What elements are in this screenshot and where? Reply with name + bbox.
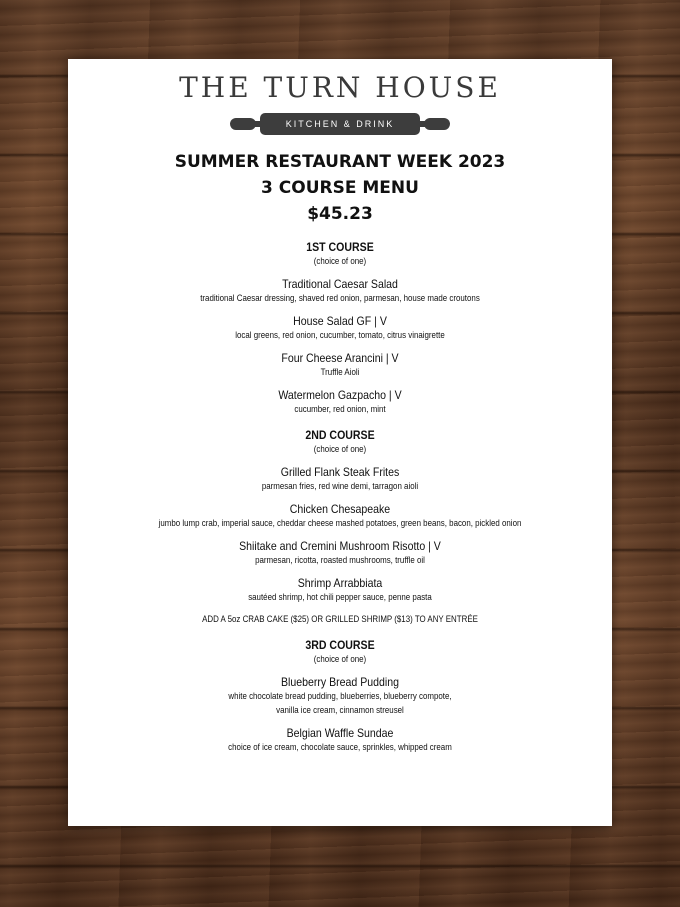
dish-name: Grilled Flank Steak Frites: [280, 465, 400, 479]
dish-name: House Salad GF | V: [293, 314, 387, 328]
dish-description: parmesan, ricotta, roasted mushrooms, truffle oil: [255, 555, 425, 565]
course-2-note: (choice of one): [313, 444, 367, 454]
dish-description: choice of ice cream, chocolate sauce, sprinkles, whipped cream: [228, 742, 452, 752]
dish-name: Belgian Waffle Sundae: [286, 726, 394, 740]
dish-description: traditional Caesar dressing, shaved red onion, parmesan, house made croutons: [200, 293, 480, 303]
dish-description: local greens, red onion, cucumber, tomato, citrus vinaigrette: [235, 330, 445, 340]
dish-name: Four Cheese Arancini | V: [281, 351, 399, 365]
menu-type: 3 COURSE MENU: [261, 178, 419, 198]
dish-item: [68, 276, 612, 304]
menu-price: $45.23: [307, 204, 373, 224]
dish-item: [68, 674, 612, 716]
dish-item: [68, 575, 612, 603]
dish-description: cucumber, red onion, mint: [294, 404, 386, 414]
course-2-title: 2ND COURSE: [305, 428, 375, 442]
dish-description: Truffle Aioli: [320, 367, 360, 377]
rolling-pin-logo: [230, 111, 450, 137]
event-title: SUMMER RESTAURANT WEEK 2023: [174, 152, 506, 172]
course-1-title: 1ST COURSE: [306, 240, 374, 254]
dish-item: [68, 538, 612, 566]
dish-name: Traditional Caesar Salad: [282, 277, 398, 291]
dish-item: [68, 501, 612, 529]
dish-item: [68, 350, 612, 378]
dish-name: Blueberry Bread Pudding: [280, 675, 400, 689]
menu-card: [68, 59, 612, 826]
dish-description: jumbo lump crab, imperial sauce, cheddar cheese mashed potatoes, green beans, bacon, pickled onion: [158, 518, 522, 528]
dish-name: Shrimp Arrabbiata: [297, 576, 383, 590]
dish-item: [68, 464, 612, 492]
dish-name: Shiitake and Cremini Mushroom Risotto | V: [239, 539, 441, 553]
logo-tagline: KITCHEN & DRINK: [285, 119, 395, 129]
dish-name: Chicken Chesapeake: [289, 502, 391, 516]
course-1-note: (choice of one): [313, 256, 367, 266]
dish-name: Watermelon Gazpacho | V: [278, 388, 402, 402]
restaurant-logo-text: THE TURN HOUSE: [179, 71, 501, 104]
course-3-note: (choice of one): [313, 654, 367, 664]
dish-item: [68, 725, 612, 753]
dish-description: white chocolate bread pudding, blueberries, blueberry compote,: [228, 691, 452, 701]
entree-addon-note: ADD A 5oz CRAB CAKE ($25) OR GRILLED SHRIMP ($13) TO ANY ENTRÉE: [202, 614, 478, 624]
dish-item: [68, 387, 612, 415]
dish-description-continued: vanilla ice cream, cinnamon streusel: [276, 705, 404, 715]
dish-description: sautéed shrimp, hot chili pepper sauce, penne pasta: [248, 592, 432, 602]
course-3-title: 3RD COURSE: [305, 638, 375, 652]
dish-item: [68, 313, 612, 341]
dish-description: parmesan fries, red wine demi, tarragon aioli: [261, 481, 419, 491]
